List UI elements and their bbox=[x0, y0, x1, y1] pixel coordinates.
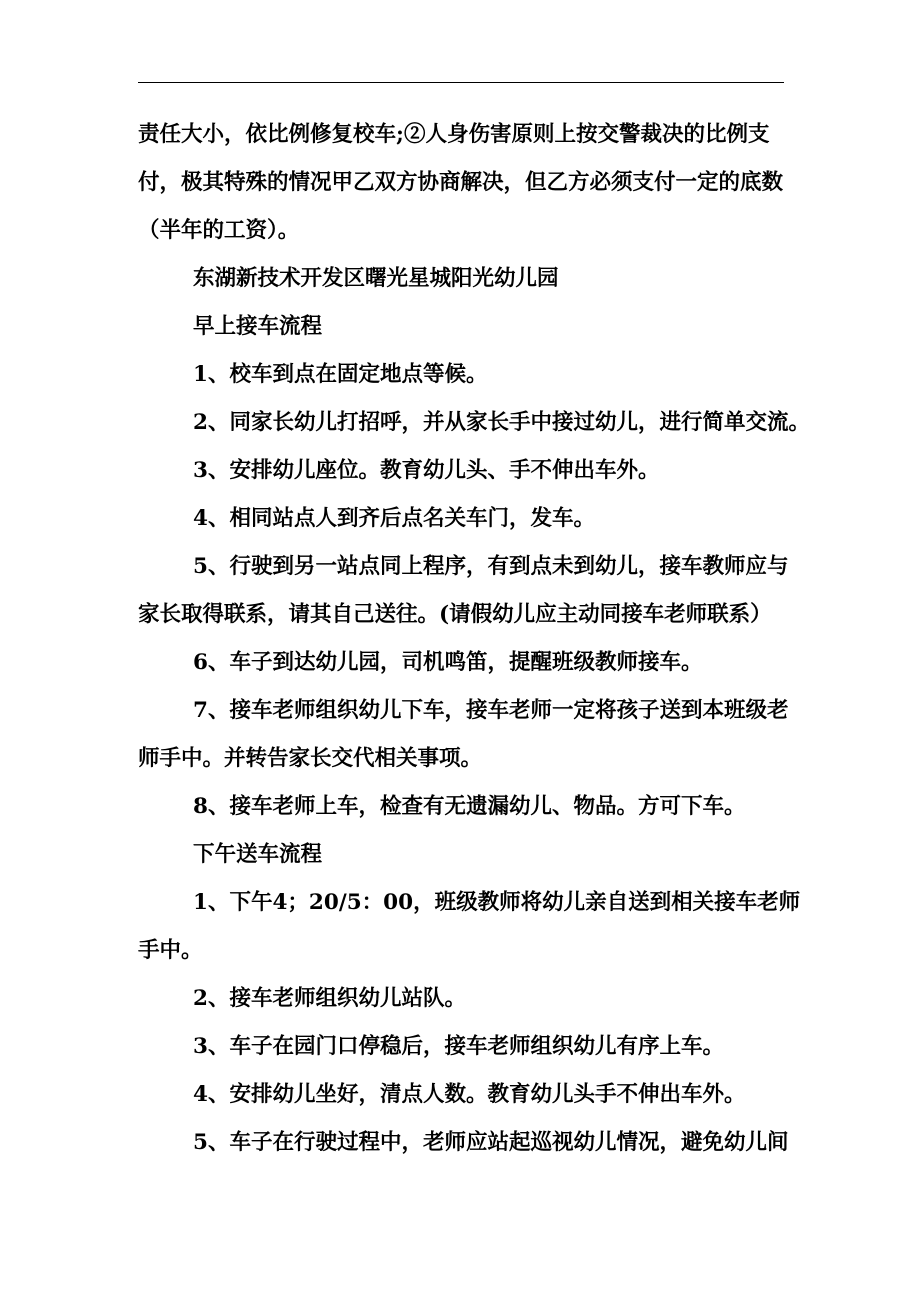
list-item: 5、车子在行驶过程中，老师应站起巡视幼儿情况，避免幼儿间 bbox=[193, 1130, 789, 1155]
list-item: 6、车子到达幼儿园，司机鸣笛，提醒班级教师接车。 bbox=[193, 650, 703, 675]
list-item: 1、校车到点在固定地点等候。 bbox=[193, 362, 488, 387]
list-item: 7、接车老师组织幼儿下车，接车老师一定将孩子送到本班级老 bbox=[193, 698, 789, 723]
list-item: 4、安排幼儿坐好，清点人数。教育幼儿头手不伸出车外。 bbox=[193, 1082, 746, 1107]
header-rule bbox=[138, 82, 784, 83]
list-item: 3、安排幼儿座位。教育幼儿头、手不伸出车外。 bbox=[193, 458, 660, 483]
school-name: 东湖新技术开发区曙光星城阳光幼儿园 bbox=[193, 266, 559, 291]
list-item: 8、接车老师上车，检查有无遗漏幼儿、物品。方可下车。 bbox=[193, 794, 746, 819]
list-item: 4、相同站点人到齐后点名关车门，发车。 bbox=[193, 506, 595, 531]
list-item: 1、下午4；20/5：00，班级教师将幼儿亲自送到相关接车老师 bbox=[193, 890, 801, 915]
paragraph-line: 责任大小，依比例修复校车;②人身伤害原则上按交警裁决的比例支 bbox=[138, 122, 770, 147]
paragraph-line: （半年的工资）。 bbox=[138, 218, 300, 243]
list-item-continuation: 手中。 bbox=[138, 938, 203, 963]
paragraph-line: 付，极其特殊的情况甲乙双方协商解决，但乙方必须支付一定的底数 bbox=[138, 170, 784, 195]
section-heading-morning: 早上接车流程 bbox=[193, 314, 323, 339]
list-item-continuation: 师手中。并转告家长交代相关事项。 bbox=[138, 746, 483, 771]
section-heading-afternoon: 下午送车流程 bbox=[193, 842, 323, 867]
list-item: 3、车子在园门口停稳后，接车老师组织幼儿有序上车。 bbox=[193, 1034, 724, 1059]
list-item: 2、接车老师组织幼儿站队。 bbox=[193, 986, 466, 1011]
document-body bbox=[138, 111, 810, 1167]
list-item-continuation: 家长取得联系，请其自己送往。(请假幼儿应主动同接车老师联系） bbox=[138, 602, 772, 627]
list-item: 2、同家长幼儿打招呼，并从家长手中接过幼儿，进行简单交流。 bbox=[193, 410, 810, 435]
list-item: 5、行驶到另一站点同上程序，有到点未到幼儿，接车教师应与 bbox=[193, 554, 789, 579]
